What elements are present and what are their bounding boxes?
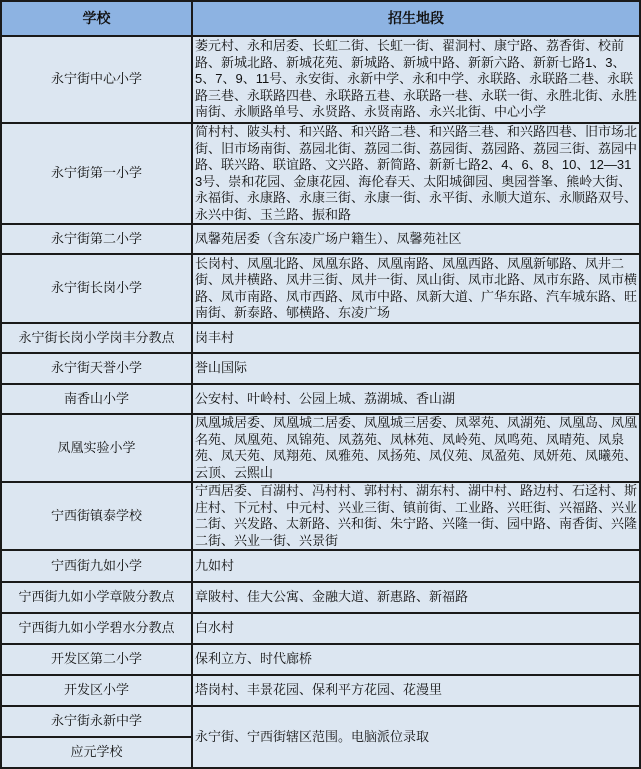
enrollment-area: 九如村 (192, 550, 640, 582)
table-row (1, 224, 640, 254)
enrollment-area: 塔岗村、丰景花园、保利平方花园、花漫里 (192, 675, 640, 706)
school-name: 永宁街第一小学 (1, 123, 192, 224)
school-name: 应元学校 (1, 737, 192, 768)
header-school: 学校 (1, 1, 192, 36)
school-name: 开发区小学 (1, 675, 192, 706)
school-name: 宁西街镇泰学校 (1, 482, 192, 550)
enrollment-area: 凤凰城居委、凤凰城二居委、凤凰城三居委、凤翠苑、凤湖苑、凤凰岛、凤凰名苑、凤凰苑、凤锦苑、凤荔苑、凤林苑、凤岭苑、凤鸣苑、凤晴苑、凤泉苑、凤天苑、凤翔苑、凤雅苑、凤扬苑、凤仪苑、凤盈苑、凤妍苑、凤曦苑、云顶、云熙山 (192, 414, 640, 482)
table-row (1, 613, 640, 644)
school-name: 永宁街第二小学 (1, 224, 192, 254)
enrollment-area: 萎元村、永和居委、长虹二街、长虹一街、翟洞村、康宁路、荔香街、校前路、新城北路、新城花苑、新城路、新城中路、新新六路、新新七路1、3、5、7、9、11号、永安街、永新中学、永和中学、永联路、永联路二巷、永联路三巷、永联路四巷、永联路五巷、永联路一巷、永联一街、永胜北街、永胜南街、永顺路单号、永贤路、永贤南路、永兴北街、中心小学 (192, 36, 640, 123)
table-row (1, 675, 640, 706)
enrollment-area: 章陂村、佳大公寓、金融大道、新惠路、新福路 (192, 582, 640, 613)
table-row (1, 644, 640, 675)
school-name: 永宁街中心小学 (1, 36, 192, 123)
table-row (1, 550, 640, 582)
school-name: 凤凰实验小学 (1, 414, 192, 482)
enrollment-area: 公安村、叶岭村、公园上城、荔湖城、香山湖 (192, 384, 640, 414)
table-row (1, 36, 640, 123)
enrollment-area: 宁西居委、百湖村、冯村村、郭村村、湖东村、湖中村、路边村、石迳村、斯庄村、下元村、中元村、兴业三街、镇前街、工业路、兴旺街、兴福路、兴业二街、兴发路、太新路、兴和街、朱宁路、兴隆一街、园中路、南香街、兴隆二街、兴业一街、兴景街 (192, 482, 640, 550)
table-row (1, 482, 640, 550)
table-row (1, 384, 640, 414)
enrollment-area: 白水村 (192, 613, 640, 644)
school-name: 宁西街九如小学碧水分教点 (1, 613, 192, 644)
enrollment-area: 简村村、陂头村、和兴路、和兴路二巷、和兴路三巷、和兴路四巷、旧市场北街、旧市场南街、荔园北街、荔园二街、荔园街、荔园路、荔园三街、荔园中路、联兴路、联谊路、文兴路、新简路、新新七路2、4、6、8、10、12—313号、崇和花园、金康花园、海伦春天、太阳城御园、奥园誉峯、熊岭大街、永福街、永康路、永康三街、永康一街、永平街、永顺大道东、永顺路双号、永兴中街、玉兰路、振和路 (192, 123, 640, 224)
table-row (1, 706, 640, 737)
table-row (1, 254, 640, 323)
table-row (1, 323, 640, 353)
table-row (1, 353, 640, 384)
school-name: 南香山小学 (1, 384, 192, 414)
enrollment-area: 誉山国际 (192, 353, 640, 384)
header-row (1, 1, 640, 36)
enrollment-area: 保利立方、时代廊桥 (192, 644, 640, 675)
school-name: 永宁街长岗小学 (1, 254, 192, 323)
school-name: 永宁街天誉小学 (1, 353, 192, 384)
school-name: 永宁街长岗小学岗丰分教点 (1, 323, 192, 353)
enrollment-area: 岗丰村 (192, 323, 640, 353)
table-row (1, 123, 640, 224)
school-name: 永宁街永新中学 (1, 706, 192, 737)
school-name: 宁西街九如小学 (1, 550, 192, 582)
table-row (1, 582, 640, 613)
enrollment-area: 永宁街、宁西街辖区范围。电脑派位录取 (192, 706, 640, 768)
enrollment-area: 长岗村、凤凰北路、凤凰东路、凤凰南路、凤凰西路、凤凰新郇路、凤井二街、凤井横路、凤井三街、凤井一街、凤山街、凤市北路、凤市东路、凤市横路、凤市南路、凤市西路、凤市中路、凤新大道、广华东路、汽车城东路、旺南街、新泰路、郇横路、东凌广场 (192, 254, 640, 323)
school-name: 宁西街九如小学章陂分教点 (1, 582, 192, 613)
table-row (1, 414, 640, 482)
enrollment-area: 凤馨苑居委（含东凌广场户籍生）、凤馨苑社区 (192, 224, 640, 254)
header-area: 招生地段 (192, 1, 640, 36)
school-name: 开发区第二小学 (1, 644, 192, 675)
